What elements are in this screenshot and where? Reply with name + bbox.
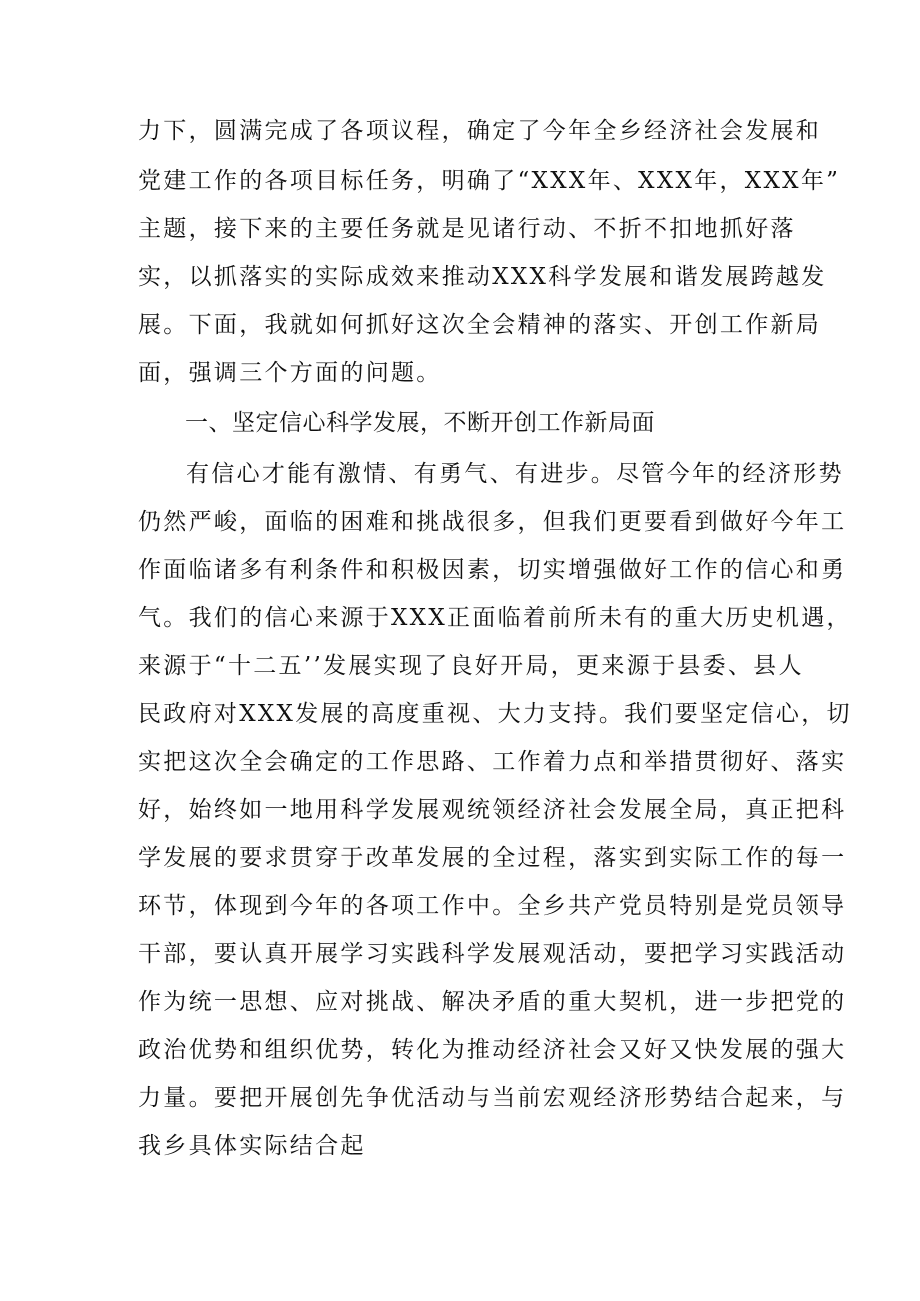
body-line: 民政府对XXX发展的高度重视、大力支持。我们要坚定信心，切 bbox=[138, 701, 852, 727]
intro-line: 实，以抓落实的实际成效来推动XXX科学发展和谐发展跨越发 bbox=[138, 264, 827, 290]
intro-line: 展。下面，我就如何抓好这次全会精神的落实、开创工作新局 bbox=[138, 312, 822, 338]
body-line: 作为统一思想、应对挑战、解决矛盾的重大契机，进一步把党的 bbox=[138, 989, 847, 1015]
body-line: 政治优势和组织优势，转化为推动经济社会又好又快发展的强大 bbox=[138, 1037, 847, 1063]
body-line: 力量。要把开展创先争优活动与当前宏观经济形势结合起来，与 bbox=[138, 1085, 847, 1111]
body-line: 来源于“十二五’’发展实现了良好开局，更来源于县委、县人 bbox=[138, 653, 804, 679]
intro-line: 党建工作的各项目标任务，明确了“XXX年、XXX年，XXX年” bbox=[138, 168, 841, 194]
body-line: 气。我们的信心来源于XXX正面临着前所未有的重大历史机遇， bbox=[138, 605, 852, 631]
body-line: 干部，要认真开展学习实践科学发展观活动，要把学习实践活动 bbox=[138, 941, 847, 967]
body-line: 环节，体现到今年的各项工作中。全乡共产党员特别是党员领导 bbox=[138, 893, 847, 919]
body-line: 有信心才能有激情、有勇气、有进步。尽管今年的经济形势 bbox=[186, 461, 844, 487]
body-line: 学发展的要求贯穿于改革发展的全过程，落实到实际工作的每一 bbox=[138, 845, 847, 871]
body-line: 实把这次全会确定的工作思路、工作着力点和举措贯彻好、落实 bbox=[138, 749, 847, 775]
body-line: 好，始终如一地用科学发展观统领经济社会发展全局，真正把科 bbox=[138, 797, 847, 823]
body-line: 仍然严峻，面临的困难和挑战很多，但我们更要看到做好今年工 bbox=[138, 509, 847, 535]
intro-line: 面，强调三个方面的问题。 bbox=[138, 360, 442, 386]
body-line: 作面临诸多有利条件和积极因素，切实增强做好工作的信心和勇 bbox=[138, 557, 847, 583]
section-heading: 一、坚定信心科学发展，不断开创工作新局面 bbox=[185, 410, 655, 436]
intro-line: 力下，圆满完成了各项议程，确定了今年全乡经济社会发展和 bbox=[138, 118, 822, 144]
body-line: 我乡具体实际结合起 bbox=[138, 1133, 366, 1159]
intro-line: 主题，接下来的主要任务就是见诸行动、不折不扣地抓好落 bbox=[138, 216, 796, 242]
